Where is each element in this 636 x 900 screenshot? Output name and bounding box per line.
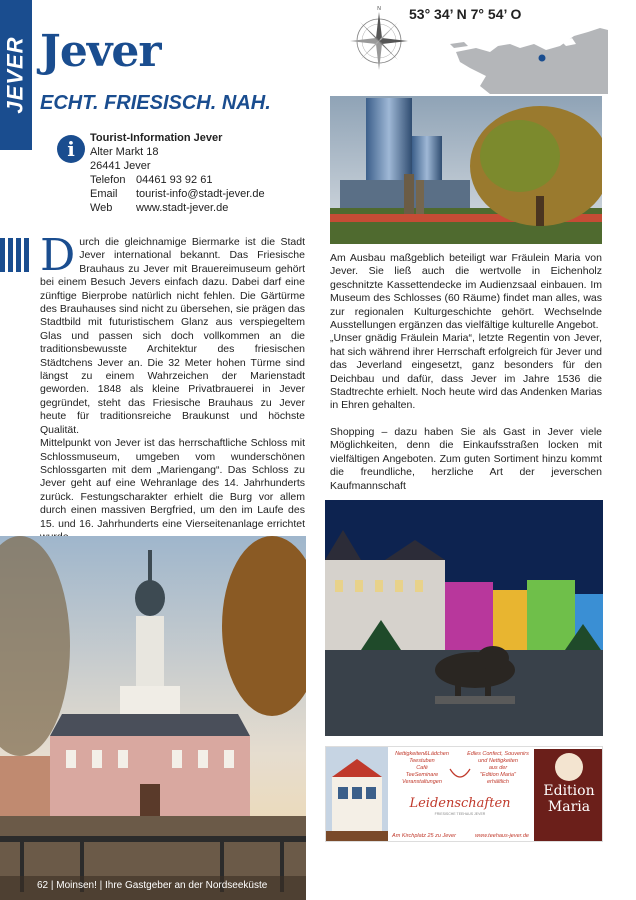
article-paragraph-3: Am Ausbau maßgeblich beteiligt war Fräulein Maria von Jever. Sie ließ auch die wertvolle in Eichenholz geschnitzte Kassettendecke im Audienzsaal einbauen. Im Museum des Schlosses (60 Räume) findet man alles, was zur regionalen Kulturgeschichte gehört. Wechselnde Ausstellungen ergänzen das vielfältige kulturelle Angebot. [330,252,602,332]
ad-right-line: aus der [488,765,508,771]
teacup-icon [450,769,470,777]
teehaus-advertisement[interactable] [325,746,603,842]
article-paragraph-4: „Unser gnädig Fräulein Maria“, letzte Regentin von Jever, hat sich während ihrer Herrschaft erfolgreich für Jever und das Jeverland eingesetzt, ganz besonders für den Deichbau und dafür, dass Jever im Jahre 1536 die Stadtrechte erhielt. Noch heute wird das Andenken Marias in Ehren gehalten. [330,332,602,412]
ad-left-line: Veranstaltungen [402,779,442,785]
info-phone: Telefon 04461 93 92 61 [90,174,213,186]
ad-brand-tag: FRIESISCHE TEEHAUS JEVER [434,812,486,816]
side-label: JEVER [3,36,28,114]
article-paragraph-5: Shopping – dazu haben Sie als Gast in Jever viele Möglichkeiten, denn die Einkaufsstraßen locken mit vielfältigen Angeboten. Zum guten Sortiment hinzu kommt die freundliche, herzliche Art der jeverschen Kaufmannschaft [330,425,602,492]
page-footer: 62 | Moinsen! | Ihre Gastgeber an der Nordseeküste [37,880,268,891]
info-icon: i [57,135,85,163]
edition-line-1: Edition [543,783,595,799]
coordinates: 53° 34’ N 7° 54’ O [409,6,522,22]
article-right-column [330,252,602,493]
decorative-bars [0,238,29,272]
ad-left-line: Café [416,765,428,771]
ad-right-line: "Edition Maria" [479,772,517,778]
info-email[interactable]: Email tourist-info@stadt-jever.de [90,188,265,200]
ad-left-line: Nettigkeiten&Lädchen [395,751,449,757]
page-title: Jever [40,26,161,77]
dropcap: D [40,230,76,281]
ad-website: www.teehaus-jever.de [475,833,529,839]
ad-right-line: erhältlich [486,779,510,785]
info-street: Alter Markt 18 [90,146,159,158]
brewery-photo [330,96,602,244]
info-name: Tourist-Information Jever [90,132,223,144]
night-square-photo [325,500,603,736]
ad-right-line: und Nettigkeiten [478,758,518,764]
ad-address: Am Kirchplatz 25 zu Jever [392,833,456,839]
ad-left-line: Teestuben [409,758,435,764]
castle-photo [0,536,306,900]
ad-brand: Leidenschaften [409,796,511,811]
ad-right-line: Edles Confect, Souvenirs [467,751,529,757]
article-paragraph-2: Mittelpunkt von Jever ist das herrschaftliche Schloss mit Schlossmuseum, umgeben vom wunderschönen Schlossgarten mit dem „Mariengang“. Das Schloss zu Jever geht auf eine Wehranlage des 14. Jahrhunderts zurück. Festungscharakter erhielt die Burg vor allem durch einen massiven Bergfried, um den im Laufe des 15. und 16. Jahrhunderts eine Vierseitenanlage errichtet [40,437,305,530]
compass-icon [344,4,414,74]
svg-text:N: N [377,6,381,12]
info-city: 26441 Jever [90,160,151,172]
page-subtitle: ECHT. FRIESISCH. NAH. [40,92,271,114]
ad-left-line: TeeSeminare [405,772,439,778]
article-paragraph-1: Durch die gleichnamige Biermarke ist die Stadt Jever international bekannt. Das Friesische Brauhaus zu Jever mit Brauereimuseum gehört bei einem Besuch Jevers einfach dazu. Dabei darf eine zünftige Bierprobe natürlich nicht fehlen. Die Gärtürme des Brauhauses sind nicht zu übersehen, sie prägen das Stadtbild mit futuristischem Glanz aus verspiegeltem Glas und passen sich doch vollkommen an die traditionsbewusste Architektur des friesischen Städtchens Jever an. Die 32 Meter hohen Türme sind längst zu einem Wahrzeichen der Marienstadt geworden. 1848 als kleine Privatbrauerei in Jever gegründet, steht das Friesische Brauhaus zu Jever heute für traditionsreiche Braukunst und höchste Qualität. [40,230,305,436]
edition-line-2: Maria [547,799,591,815]
tourist-info [90,131,265,215]
region-map [450,22,608,94]
article-left-column [40,230,305,544]
info-web[interactable]: Web www.stadt-jever.de [90,202,229,214]
